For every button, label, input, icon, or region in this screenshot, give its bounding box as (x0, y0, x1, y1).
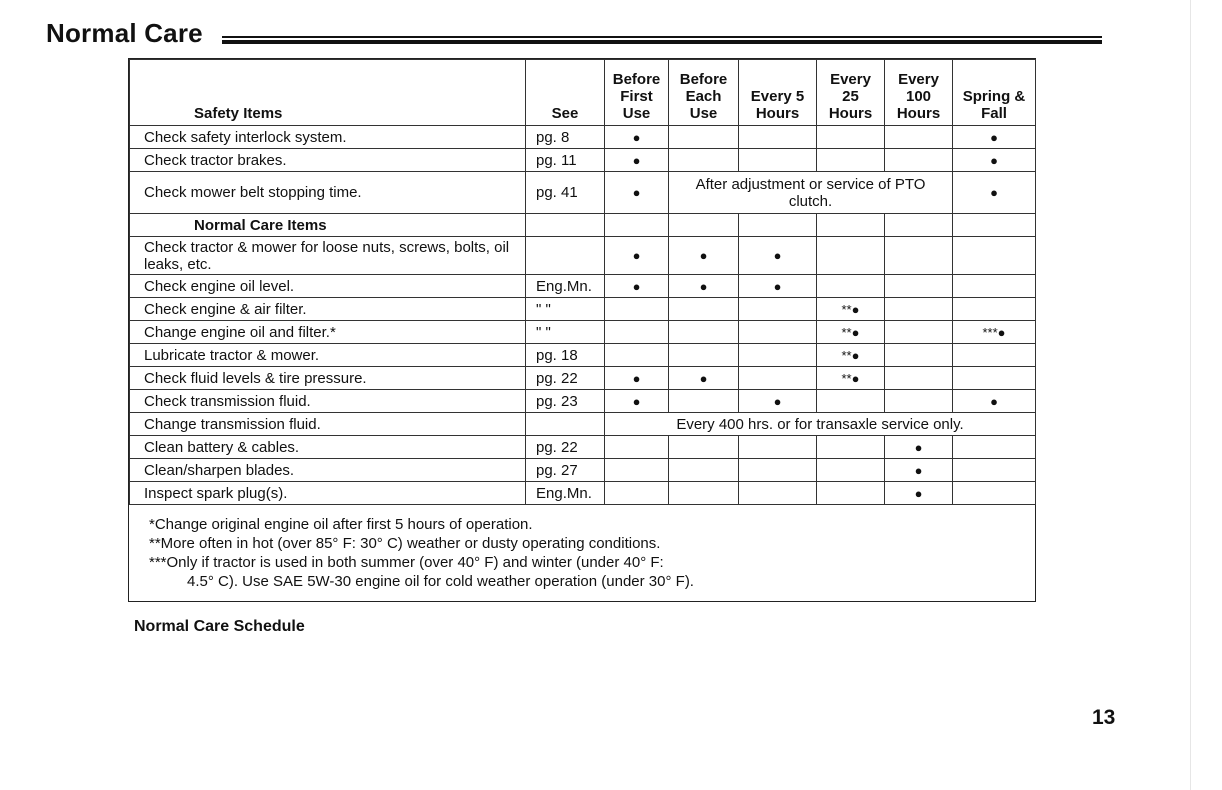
before-each-use-cell: ● (669, 367, 739, 390)
see-cell: pg. 41 (526, 172, 605, 214)
footnotes (129, 505, 1035, 601)
normal-care-schedule-table (128, 58, 1036, 602)
spring-fall-cell (953, 298, 1036, 321)
task-cell: Change transmission fluid. (130, 413, 526, 436)
every-100-hours-header: Every 100 Hours (885, 60, 953, 126)
table-row (130, 321, 1036, 344)
every-5-hours-cell (739, 298, 817, 321)
table-caption: Normal Care Schedule (134, 618, 305, 635)
empty-cell (953, 459, 1036, 482)
table-row (130, 390, 1036, 413)
table-row (130, 237, 1036, 275)
task-cell: Inspect spark plug(s). (130, 482, 526, 505)
every-5-hours-cell (739, 321, 817, 344)
safety-items-header: Safety Items (130, 60, 526, 126)
see-cell: " " (526, 321, 605, 344)
every-100-hours-cell: ● (885, 459, 953, 482)
before-each-use-header: Before Each Use (669, 60, 739, 126)
see-cell: pg. 8 (526, 126, 605, 149)
every-5-hours-header: Every 5 Hours (739, 60, 817, 126)
empty-cell (739, 459, 817, 482)
empty-cell (605, 214, 669, 237)
see-cell: pg. 22 (526, 436, 605, 459)
table-row (130, 298, 1036, 321)
empty-cell (953, 436, 1036, 459)
task-cell: Lubricate tractor & mower. (130, 344, 526, 367)
table-row (130, 413, 1036, 436)
see-cell: " " (526, 298, 605, 321)
every-100-hours-cell (885, 344, 953, 367)
spring-fall-cell: ● (953, 126, 1036, 149)
table-row (130, 459, 1036, 482)
empty-cell (669, 482, 739, 505)
page-edge-line (1190, 0, 1191, 790)
every-5-hours-cell: ● (739, 390, 817, 413)
footnote-3-continued: 4.5° C). Use SAE 5W-30 engine oil for cold weather operation (under 30° F). (187, 573, 694, 590)
empty-cell (817, 126, 885, 149)
spring-fall-header: Spring & Fall (953, 60, 1036, 126)
every-25-hours-header: Every 25 Hours (817, 60, 885, 126)
every-100-hours-cell (885, 321, 953, 344)
every-5-hours-cell (739, 367, 817, 390)
empty-cell (605, 482, 669, 505)
title-rule (222, 40, 1102, 44)
empty-cell (669, 459, 739, 482)
empty-cell (885, 126, 953, 149)
before-first-use-header: Before First Use (605, 60, 669, 126)
empty-cell (605, 459, 669, 482)
every-25-hours-cell (817, 275, 885, 298)
spring-fall-cell: ● (953, 149, 1036, 172)
before-first-use-cell (605, 344, 669, 367)
empty-cell (605, 436, 669, 459)
table-row (130, 344, 1036, 367)
every-100-hours-cell (885, 298, 953, 321)
before-first-use-cell (605, 321, 669, 344)
normal-care-items-heading: Normal Care Items (130, 214, 526, 237)
before-first-use-cell: ● (605, 126, 669, 149)
spring-fall-cell: ***● (953, 321, 1036, 344)
see-cell: pg. 23 (526, 390, 605, 413)
footnote-2: **More often in hot (over 85° F: 30° C) weather or dusty operating conditions. (149, 535, 661, 552)
spring-fall-cell (953, 367, 1036, 390)
before-each-use-cell (669, 298, 739, 321)
empty-cell (669, 436, 739, 459)
see-header: See (526, 60, 605, 126)
empty-cell (739, 482, 817, 505)
page-title: Normal Care (46, 18, 203, 48)
spring-fall-cell (953, 237, 1036, 275)
empty-cell (739, 214, 817, 237)
see-cell: pg. 27 (526, 459, 605, 482)
every-100-hours-cell (885, 390, 953, 413)
every-25-hours-cell: **● (817, 321, 885, 344)
before-first-use-cell: ● (605, 367, 669, 390)
before-each-use-cell (669, 344, 739, 367)
every-5-hours-cell (739, 344, 817, 367)
empty-cell (739, 436, 817, 459)
table-row (130, 482, 1036, 505)
before-each-use-cell (669, 321, 739, 344)
task-cell: Check transmission fluid. (130, 390, 526, 413)
empty-cell (669, 149, 739, 172)
section-row (130, 214, 1036, 237)
before-each-use-cell: ● (669, 275, 739, 298)
empty-cell (817, 459, 885, 482)
page-number: 13 (1092, 706, 1116, 729)
every-25-hours-cell: **● (817, 298, 885, 321)
empty-cell (953, 482, 1036, 505)
see-cell: Eng.Mn. (526, 275, 605, 298)
task-cell: Check tractor & mower for loose nuts, screws, bolts, oil leaks, etc. (130, 237, 526, 275)
every-25-hours-cell: **● (817, 367, 885, 390)
every-25-hours-cell (817, 390, 885, 413)
every-100-hours-cell (885, 275, 953, 298)
empty-cell (817, 436, 885, 459)
see-cell: pg. 22 (526, 367, 605, 390)
before-first-use-cell: ● (605, 237, 669, 275)
empty-cell (885, 149, 953, 172)
every-100-hours-cell (885, 237, 953, 275)
empty-cell (526, 413, 605, 436)
before-first-use-cell: ● (605, 172, 669, 214)
before-first-use-cell: ● (605, 275, 669, 298)
empty-cell (669, 126, 739, 149)
see-cell (526, 237, 605, 275)
table-row (130, 436, 1036, 459)
before-first-use-cell: ● (605, 390, 669, 413)
empty-cell (739, 149, 817, 172)
task-cell: Check fluid levels & tire pressure. (130, 367, 526, 390)
header-row (130, 60, 1036, 126)
table-row (130, 149, 1036, 172)
task-cell: Check tractor brakes. (130, 149, 526, 172)
see-cell: pg. 18 (526, 344, 605, 367)
every-5-hours-cell: ● (739, 237, 817, 275)
task-cell: Check engine & air filter. (130, 298, 526, 321)
spring-fall-cell: ● (953, 172, 1036, 214)
table-row (130, 172, 1036, 214)
pto-clutch-note: After adjustment or service of PTO clutch. (669, 172, 953, 214)
see-cell: pg. 11 (526, 149, 605, 172)
every-100-hours-cell: ● (885, 482, 953, 505)
task-cell: Check safety interlock system. (130, 126, 526, 149)
footnote-1: *Change original engine oil after first 5 hours of operation. (149, 516, 533, 533)
every-25-hours-cell (817, 237, 885, 275)
see-cell: Eng.Mn. (526, 482, 605, 505)
task-cell: Clean/sharpen blades. (130, 459, 526, 482)
empty-cell (953, 214, 1036, 237)
task-cell: Clean battery & cables. (130, 436, 526, 459)
every-5-hours-cell: ● (739, 275, 817, 298)
every-100-hours-cell (885, 367, 953, 390)
before-each-use-cell: ● (669, 237, 739, 275)
every-100-hours-cell: ● (885, 436, 953, 459)
empty-cell (885, 214, 953, 237)
empty-cell (817, 214, 885, 237)
empty-cell (526, 214, 605, 237)
empty-cell (817, 149, 885, 172)
empty-cell (817, 482, 885, 505)
before-first-use-cell (605, 298, 669, 321)
table-row (130, 367, 1036, 390)
every-25-hours-cell: **● (817, 344, 885, 367)
page-header (46, 18, 1102, 52)
before-first-use-cell: ● (605, 149, 669, 172)
spring-fall-cell (953, 275, 1036, 298)
task-cell: Check mower belt stopping time. (130, 172, 526, 214)
schedule-grid (129, 59, 1036, 505)
task-cell: Check engine oil level. (130, 275, 526, 298)
empty-cell (669, 214, 739, 237)
table-row (130, 126, 1036, 149)
spring-fall-cell (953, 344, 1036, 367)
before-each-use-cell (669, 390, 739, 413)
table-row (130, 275, 1036, 298)
footnote-3: ***Only if tractor is used in both summer (over 40° F) and winter (under 40° F: (149, 554, 664, 571)
transaxle-service-note: Every 400 hrs. or for transaxle service only. (605, 413, 1036, 436)
task-cell: Change engine oil and filter.* (130, 321, 526, 344)
empty-cell (739, 126, 817, 149)
spring-fall-cell: ● (953, 390, 1036, 413)
